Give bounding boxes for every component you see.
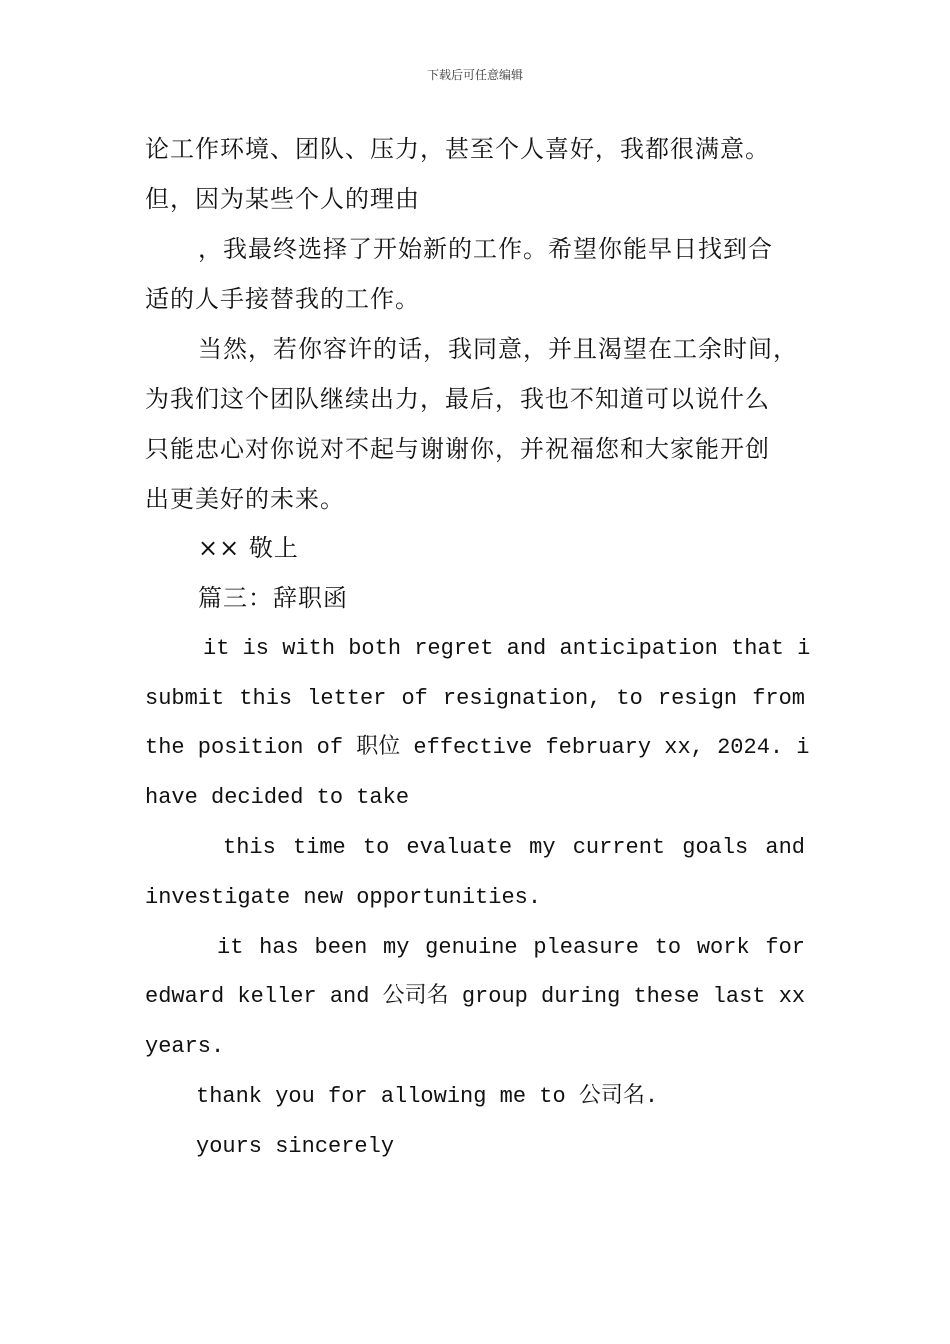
section-title: 篇三：辞职函 bbox=[198, 584, 348, 612]
text-line: 适的人手接替我的工作。 bbox=[145, 285, 420, 313]
text-line: ，我最终选择了开始新的工作。希望你能早日找到合 bbox=[198, 235, 773, 263]
text-line: it has been my genuine pleasure to work for bbox=[217, 935, 805, 960]
page-header-note: 下载后可任意编辑 bbox=[426, 68, 523, 82]
text-line: edward keller and 公司名 group during these last xx bbox=[145, 984, 806, 1009]
text-line: 当然，若你容许的话，我同意，并且渴望在工余时间， bbox=[198, 335, 798, 363]
text-line: submit this letter of resignation, to resign from bbox=[145, 686, 805, 711]
text-line: 只能忠心对你说对不起与谢谢你，并祝福您和大家能开创 bbox=[145, 435, 770, 463]
signature-line: ×× 敬上 bbox=[198, 534, 299, 562]
text-line: investigate new opportunities. bbox=[145, 885, 542, 910]
text-line: the position of 职位 effective february xx, 2024. i bbox=[145, 735, 810, 760]
text-line: 论工作环境、团队、压力，甚至个人喜好，我都很满意。 bbox=[145, 135, 770, 163]
text-line: it is with both regret and anticipation that i bbox=[203, 636, 811, 661]
closing-line: yours sincerely bbox=[196, 1134, 395, 1159]
text-line: thank you for allowing me to 公司名. bbox=[196, 1084, 659, 1109]
text-line: years. bbox=[145, 1034, 225, 1059]
text-line: 但，因为某些个人的理由 bbox=[145, 185, 420, 213]
text-line: this time to evaluate my current goals and bbox=[223, 835, 805, 860]
text-line: 为我们这个团队继续出力，最后，我也不知道可以说什么 bbox=[145, 385, 770, 413]
text-line: 出更美好的未来。 bbox=[145, 485, 345, 513]
text-line: have decided to take bbox=[145, 785, 410, 810]
